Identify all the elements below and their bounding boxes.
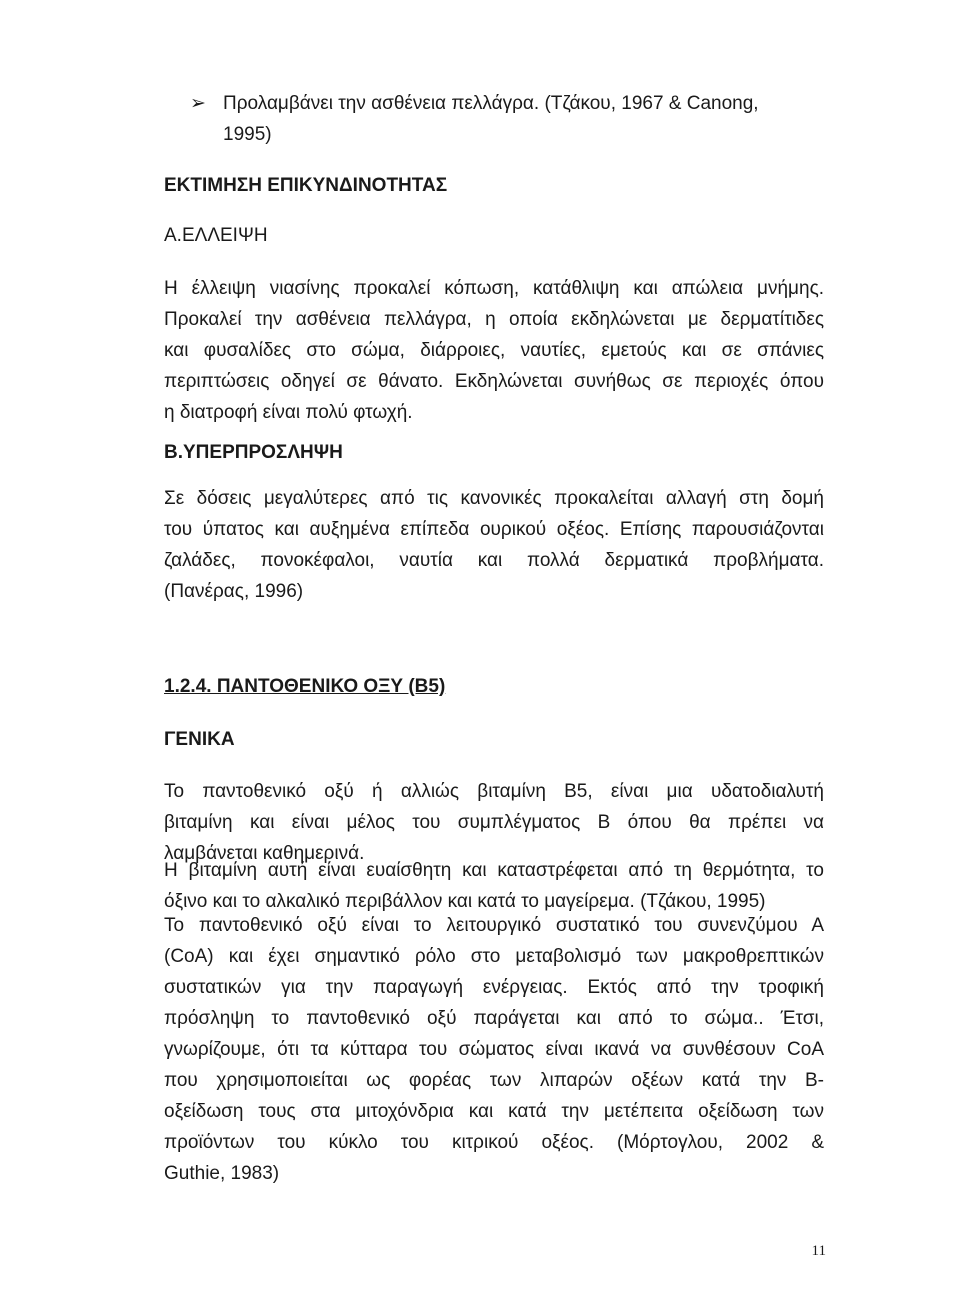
text-line: που χρησιμοποιείται ως φορέας των λιπαρών οξέων κατά την Β-	[164, 1070, 824, 1091]
text-line: (CoA) και έχει σημαντικό ρόλο στο μεταβολισμό των μακροθρεπτικών	[164, 946, 824, 967]
section-heading: 1.2.4. ΠΑΝΤΟΘΕΝΙΚΟ ΟΞΥ (Β5)	[164, 676, 446, 697]
risk-heading: ΕΚΤΙΜΗΣΗ ΕΠΙΚΥΝΔΙΝΟΤΗΤΑΣ	[164, 175, 448, 196]
text-line: (Πανέρας, 1996)	[164, 581, 304, 602]
text-line: πρόσληψη το παντοθενικό οξύ παράγεται και από το σώμα.. Έτσι,	[164, 1008, 824, 1029]
text-line: Το παντοθενικό οξύ ή αλλιώς βιταμίνη Β5, είναι μια υδατοδιαλυτή	[164, 781, 824, 802]
bullet-item	[190, 88, 830, 150]
text-line: Η έλλειψη νιασίνης προκαλεί κόπωση, κατάθλιψη και απώλεια μνήμης.	[164, 278, 824, 299]
text-line: συστατικών για την παραγωγή ενέργειας. Εκτός από την τροφική	[164, 977, 824, 998]
deficiency-heading: Α.ΕΛΛΕΙΨΗ	[164, 225, 268, 246]
text-line: όξινο και το αλκαλικό περιβάλλον και κατά το μαγείρεμα. (Τζάκου, 1995)	[164, 891, 766, 912]
text-line: ζαλάδες, πονοκέφαλοι, ναυτία και πολλά δερματικά προβλήματα.	[164, 550, 824, 571]
overdose-heading: Β.ΥΠΕΡΠΡΟΣΛΗΨΗ	[164, 442, 343, 463]
text-line: Guthie, 1983)	[164, 1163, 280, 1184]
general-subheading: ΓΕΝΙΚΑ	[164, 729, 235, 750]
text-line: Το παντοθενικό οξύ είναι το λειτουργικό συστατικό του συνενζύμου Α	[164, 915, 824, 936]
text-line: περιπτώσεις οδηγεί σε θάνατο. Εκδηλώνεται συνήθως σε περιοχές όπου	[164, 371, 824, 392]
text-line: η διατροφή είναι πολύ φτωχή.	[164, 402, 413, 423]
arrow-bullet-icon: ➢	[190, 93, 206, 114]
general-paragraph-2	[164, 855, 824, 917]
deficiency-paragraph	[164, 273, 824, 428]
text-line: του ύπατος και αυξημένα επίπεδα ουρικού οξέος. Επίσης παρουσιάζονται	[164, 519, 824, 540]
text-line: προϊόντων του κύκλο του κιτρικού οξέος. (Μόρτογλου, 2002 &	[164, 1132, 824, 1153]
page-number: 11	[811, 1243, 826, 1259]
text-line: οξείδωση τους στα μιτοχόνδρια και κατά την μετέπειτα οξείδωση των	[164, 1101, 824, 1122]
general-paragraph-3	[164, 910, 824, 1189]
text-line: βιταμίνη και είναι μέλος του συμπλέγματος Β όπου θα πρέπει να	[164, 812, 824, 833]
bullet-text	[223, 88, 830, 150]
text-line: Η βιταμίνη αυτή είναι ευαίσθητη και καταστρέφεται από τη θερμότητα, το	[164, 860, 824, 881]
text-line: Σε δόσεις μεγαλύτερες από τις κανονικές προκαλείται αλλαγή στη δομή	[164, 488, 824, 509]
text-line: γνωρίζουμε, ότι τα κύτταρα του σώματος είναι ικανά να συνθέσουν CoA	[164, 1039, 824, 1060]
text-line: Προκαλεί την ασθένεια πελλάγρα, η οποία εκδηλώνεται με δερματίτιδες	[164, 309, 824, 330]
text-line: 1995)	[223, 124, 272, 145]
overdose-paragraph	[164, 483, 824, 607]
text-line: και φυσαλίδες στο σώμα, διάρροιες, ναυτίες, εμετούς και σε σπάνιες	[164, 340, 824, 361]
text-line: Προλαμβάνει την ασθένεια πελλάγρα. (Τζάκου, 1967 & Canong,	[223, 93, 759, 114]
text-line: λαμβάνεται καθημερινά.	[164, 843, 365, 864]
